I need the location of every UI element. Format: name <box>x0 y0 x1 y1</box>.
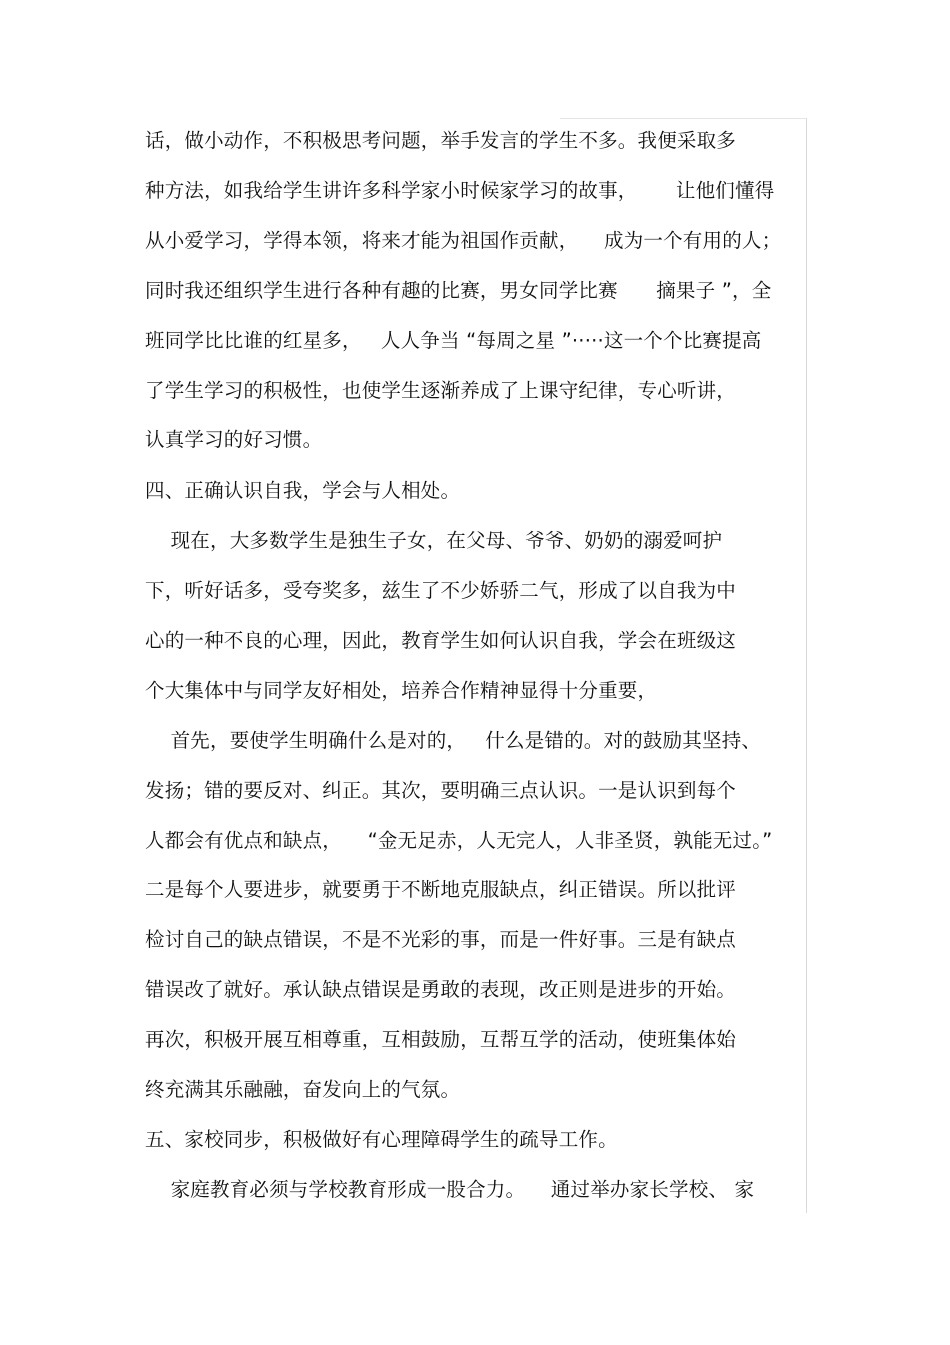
section-heading: 四、正确认识自我，学会与人相处。 <box>145 479 461 502</box>
text-line: 种方法，如我给学生讲许多科学家小时候家学习的故事， 让他们懂得 <box>145 179 775 202</box>
text-line: 检讨自己的缺点错误，不是不光彩的事，而是一件好事。三是有缺点 <box>145 928 737 951</box>
text-line: 下，听好话多，受夸奖多，兹生了不少娇骄二气，形成了以自我为中 <box>145 579 737 602</box>
text-line: 家庭教育必须与学校教育形成一股合力。 通过举办家长学校、 家 <box>145 1178 755 1201</box>
page-frame-right-edge <box>806 118 807 1213</box>
text-line: 认真学习的好习惯。 <box>145 428 323 451</box>
text-line: 从小爱学习，学得本领，将来才能为祖国作贡献， 成为一个有用的人； <box>145 229 782 252</box>
text-line: 再次，积极开展互相尊重，互相鼓励，互帮互学的活动，使班集体始 <box>145 1028 737 1051</box>
text-line: 终充满其乐融融，奋发向上的气氛。 <box>145 1078 461 1101</box>
text-line: 现在，大多数学生是独生子女，在父母、爷爷、奶奶的溺爱呵护 <box>145 529 723 552</box>
page-frame-top-edge <box>560 118 807 119</box>
text-line: 班同学比比谁的红星多， 人人争当 “每周之星 ”·····这一个个比赛提高 <box>145 329 762 352</box>
text-line: 了学生学习的积极性，也使学生逐渐养成了上课守纪律，专心听讲， <box>145 379 737 402</box>
text-line: 话，做小动作，不积极思考问题，举手发言的学生不多。我便采取多 <box>145 129 737 152</box>
text-line: 个大集体中与同学友好相处，培养合作精神显得十分重要， <box>145 679 658 702</box>
section-heading: 五、家校同步，积极做好有心理障碍学生的疏导工作。 <box>145 1128 618 1151</box>
text-line: 首先，要使学生明确什么是对的， 什么是错的。对的鼓励其坚持、 <box>145 729 762 752</box>
text-line: 发扬；错的要反对、纠正。其次，要明确三点认识。一是认识到每个 <box>145 779 737 802</box>
text-line: 同时我还组织学生进行各种有趣的比赛，男女同学比赛 摘果子 ”，全 <box>145 279 772 302</box>
text-line: 人都会有优点和缺点， “金无足赤，人无完人，人非圣贤，孰能无过。” <box>145 829 773 852</box>
text-line: 错误改了就好。承认缺点错误是勇敢的表现，改正则是进步的开始。 <box>145 978 737 1001</box>
text-line: 二是每个人要进步，就要勇于不断地克服缺点，纠正错误。所以批评 <box>145 878 737 901</box>
text-line: 心的一种不良的心理，因此，教育学生如何认识自我，学会在班级这 <box>145 629 737 652</box>
